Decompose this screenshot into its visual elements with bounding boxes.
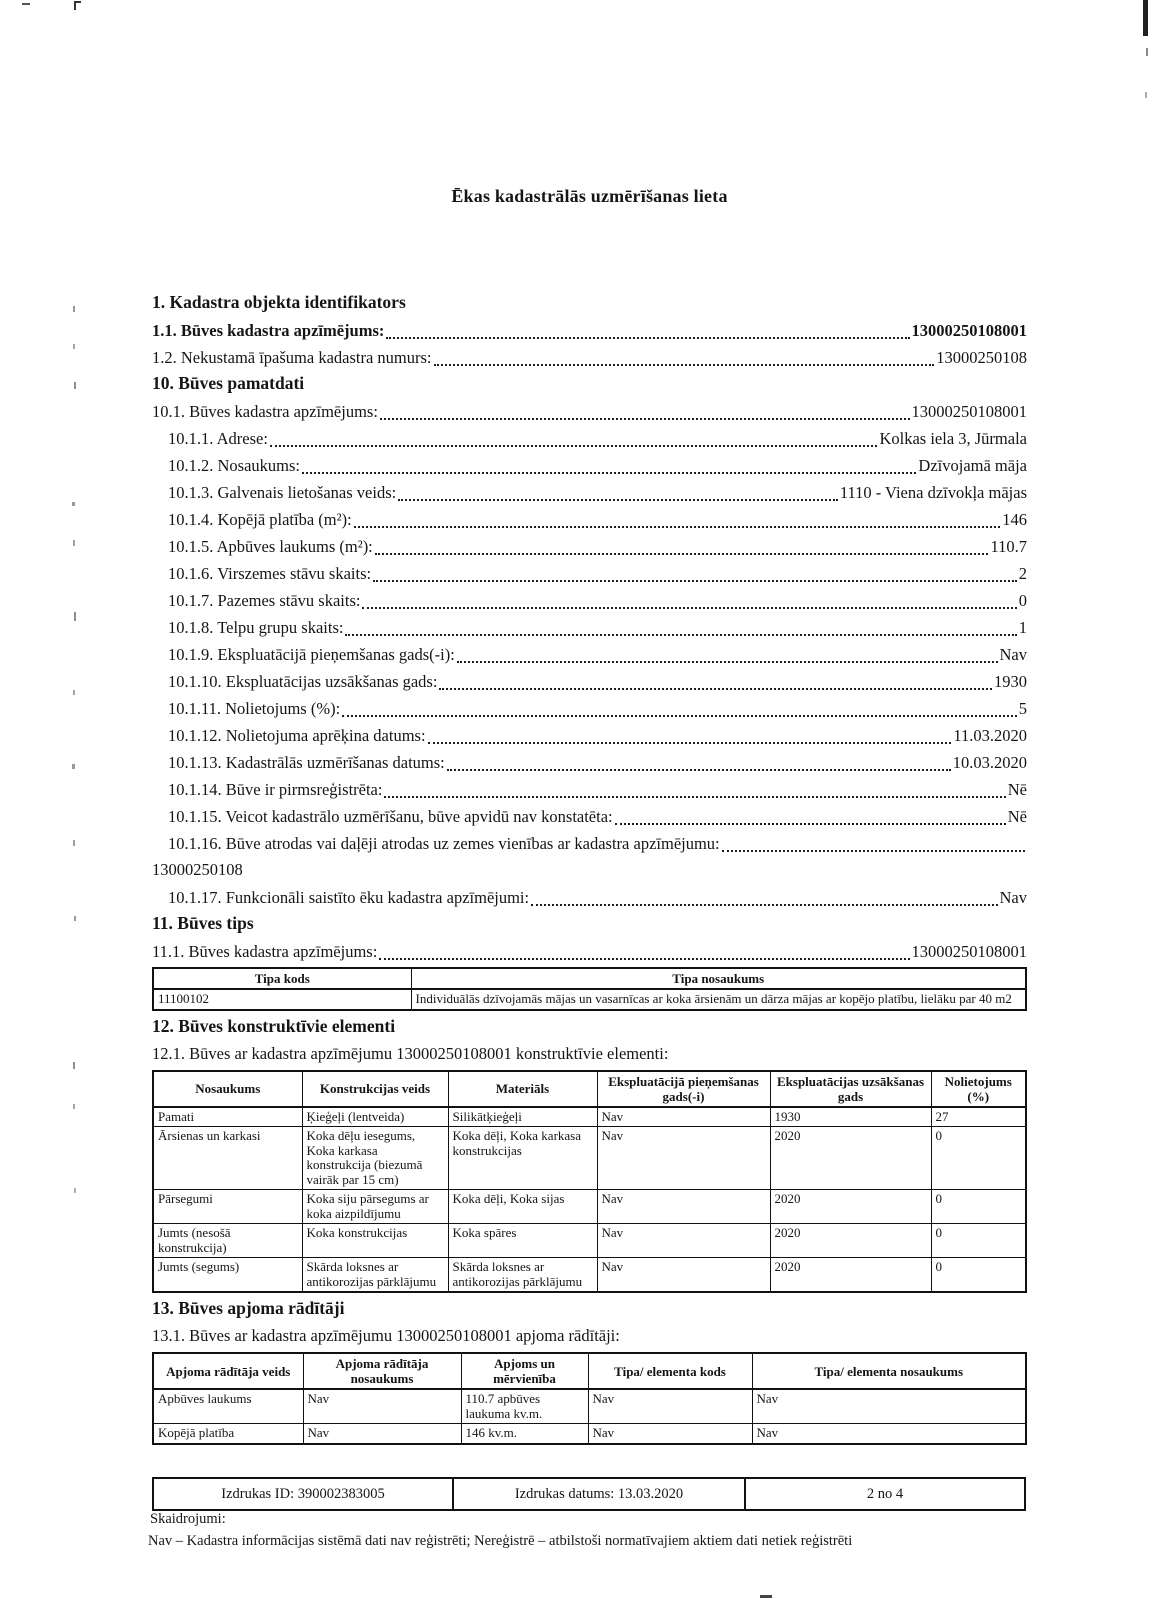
table-cell: Silikātķieģeļi <box>448 1107 597 1127</box>
leader-dots <box>457 661 998 663</box>
table-header-cell: Tipa kods <box>153 968 411 989</box>
scan-artifact <box>76 1 81 3</box>
field-line-1-2 <box>152 343 1027 370</box>
field-value: Nē <box>1007 780 1027 799</box>
leader-dots <box>302 472 916 474</box>
field-line-10-1-4 <box>152 505 1027 532</box>
field-line-11-1 <box>152 937 1027 964</box>
field-value: 11.03.2020 <box>953 726 1027 745</box>
table-row <box>153 1389 1026 1424</box>
field-value: Dzīvojamā māja <box>918 456 1027 475</box>
leader-dots <box>447 769 951 771</box>
table-cell: Koka dēļu iesegums, Koka karkasa konstrukcija (biezumā vairāk par 15 cm) <box>302 1127 448 1190</box>
table-cell: Nav <box>752 1389 1026 1424</box>
table-cell: 110.7 apbūves laukuma kv.m. <box>461 1389 588 1424</box>
field-value: 1930 <box>994 672 1027 691</box>
table-cell: 0 <box>931 1127 1026 1190</box>
field-value: 13000250108 <box>936 348 1027 367</box>
table-header-cell: Nosaukums <box>153 1071 302 1107</box>
field-label: 10.1.14. Būve ir pirmsreģistrēta: <box>168 780 383 799</box>
table-cell: Koka dēļi, Koka karkasa konstrukcijas <box>448 1127 597 1190</box>
leader-dots <box>270 445 878 447</box>
table-cell: Nav <box>752 1424 1026 1444</box>
leader-dots <box>362 607 1016 609</box>
leader-dots <box>373 580 1017 582</box>
table-cell: Nav <box>597 1224 770 1258</box>
table-cell: 0 <box>931 1258 1026 1293</box>
table-row <box>153 1224 1026 1258</box>
scan-artifact <box>73 344 75 349</box>
leader-dots <box>428 742 952 744</box>
leader-dots <box>379 958 909 960</box>
scan-artifact <box>74 612 76 621</box>
table-header-row <box>153 1071 1026 1107</box>
leader-dots <box>375 553 989 555</box>
field-line-10-1-2 <box>152 451 1027 478</box>
scan-artifact <box>1145 92 1147 98</box>
table-header-cell: Tipa nosaukums <box>411 968 1026 989</box>
print-info-table <box>152 1477 1026 1511</box>
table-cell: 11100102 <box>153 989 411 1010</box>
section-heading-1: 1. Kadastra objekta identifikators <box>152 292 406 312</box>
scan-artifact <box>74 1 76 10</box>
field-line-10-1-17 <box>152 883 1027 910</box>
table-cell: Koka konstrukcijas <box>302 1224 448 1258</box>
field-line-10-1-13 <box>152 748 1027 775</box>
field-value: Nav <box>999 888 1027 907</box>
table-header-cell: Tipa/ elementa kods <box>588 1353 752 1389</box>
leader-dots <box>434 364 935 366</box>
scan-artifact <box>73 306 75 312</box>
table-cell: 1930 <box>770 1107 931 1127</box>
scan-artifact <box>72 764 75 769</box>
field-value: 5 <box>1018 699 1027 718</box>
field-label: 10.1.9. Ekspluatācijā pieņemšanas gads(-i): <box>168 645 455 664</box>
field-label: 10.1.13. Kadastrālās uzmērīšanas datums: <box>168 753 445 772</box>
section-heading-13: 13. Būves apjoma rādītāji <box>152 1298 345 1318</box>
construction-elements-table <box>152 1070 1027 1294</box>
scan-artifact <box>73 1104 75 1109</box>
scan-artifact <box>73 840 75 846</box>
field-line-10-1-14 <box>152 775 1027 802</box>
notes-heading: Skaidrojumi: <box>150 1511 226 1527</box>
table-cell: Nav <box>588 1424 752 1444</box>
table-header-cell: Apjoma rādītāja veids <box>153 1353 303 1389</box>
field-label: 10.1.15. Veicot kadastrālo uzmērīšanu, būve apvidū nav konstatēta: <box>168 807 613 826</box>
field-value: 10.03.2020 <box>952 753 1027 772</box>
leader-dots <box>386 337 909 339</box>
leader-dots <box>722 850 1025 852</box>
field-value: 146 <box>1002 510 1027 529</box>
table-row <box>153 1424 1026 1444</box>
field-label: 10.1.12. Nolietojuma aprēķina datums: <box>168 726 426 745</box>
table-cell: Pārsegumi <box>153 1190 302 1224</box>
table-header-row <box>153 968 1026 989</box>
field-label: 10.1.10. Ekspluatācijas uzsākšanas gads: <box>168 672 438 691</box>
field-line-10-1-8 <box>152 613 1027 640</box>
table-cell: Nav <box>588 1389 752 1424</box>
scan-artifact <box>73 690 75 695</box>
field-label: 1.2. Nekustamā īpašuma kadastra numurs: <box>152 348 432 367</box>
field-line-10-1-6 <box>152 559 1027 586</box>
table-cell: Koka dēļi, Koka sijas <box>448 1190 597 1224</box>
field-label: 1.1. Būves kadastra apzīmējums: <box>152 321 385 340</box>
table-header-cell: Apjoma rādītāja nosaukums <box>303 1353 461 1389</box>
field-label: 10.1.4. Kopējā platība (m²): <box>168 510 352 529</box>
field-label: 10.1.1. Adrese: <box>168 429 268 448</box>
document-body <box>152 289 1027 1447</box>
field-line-10-1-3 <box>152 478 1027 505</box>
scan-artifact <box>73 540 75 546</box>
field-value: Nav <box>999 645 1027 664</box>
leader-dots <box>384 796 1005 798</box>
scan-artifact <box>760 1595 772 1598</box>
leader-dots <box>380 418 910 420</box>
table-cell: Nav <box>597 1107 770 1127</box>
table-cell: 2020 <box>770 1224 931 1258</box>
volume-indicators-table <box>152 1352 1027 1445</box>
section-subheading-13-1: 13.1. Būves ar kadastra apzīmējumu 13000250108001 apjoma rādītāji: <box>152 1326 620 1345</box>
section-heading-10: 10. Būves pamatdati <box>152 373 305 393</box>
table-row <box>153 989 1026 1010</box>
table-cell: Apbūves laukums <box>153 1389 303 1424</box>
table-row <box>153 1478 1025 1510</box>
field-line-10-1-10 <box>152 667 1027 694</box>
table-cell: 2020 <box>770 1258 931 1293</box>
field-label: 10.1. Būves kadastra apzīmējums: <box>152 402 378 421</box>
field-label: 10.1.7. Pazemes stāvu skaits: <box>168 591 361 610</box>
table-cell: Skārda loksnes ar antikorozijas pārklājumu <box>302 1258 448 1293</box>
section-heading-12: 12. Būves konstruktīvie elementi <box>152 1015 396 1036</box>
field-label: 10.1.3. Galvenais lietošanas veids: <box>168 483 397 502</box>
field-line-10-1-12 <box>152 721 1027 748</box>
print-date-cell: Izdrukas datums: 13.03.2020 <box>453 1478 745 1510</box>
table-cell: Ārsienas un karkasi <box>153 1127 302 1190</box>
table-row <box>153 1107 1026 1127</box>
scan-artifact <box>1146 48 1148 56</box>
table-header-cell: Ekspluatācijas uzsākšanas gads <box>770 1071 931 1107</box>
leader-dots <box>342 715 1017 717</box>
scan-artifact <box>73 1062 75 1069</box>
field-value: 110.7 <box>990 537 1027 556</box>
field-value: Kolkas iela 3, Jūrmala <box>879 429 1027 448</box>
table-header-row <box>153 1353 1026 1389</box>
field-line-1-1 <box>152 316 1027 343</box>
field-value: 1 <box>1018 618 1027 637</box>
page-title: Ēkas kadastrālās uzmērīšanas lieta <box>451 186 728 206</box>
table-cell: 0 <box>931 1190 1026 1224</box>
table-cell: Koka siju pārsegums ar koka aizpildījumu <box>302 1190 448 1224</box>
table-cell: Nav <box>597 1190 770 1224</box>
leader-dots <box>531 904 997 906</box>
field-value: 13000250108001 <box>911 321 1027 340</box>
table-row <box>153 1190 1026 1224</box>
leader-dots <box>354 526 1001 528</box>
field-label: 10.1.6. Virszemes stāvu skaits: <box>168 564 372 583</box>
table-cell: 146 kv.m. <box>461 1424 588 1444</box>
leader-dots <box>615 823 1006 825</box>
leader-dots <box>439 688 992 690</box>
table-cell: Pamati <box>153 1107 302 1127</box>
field-label: 10.1.16. Būve atrodas vai daļēji atrodas uz zemes vienības ar kadastra apzīmējumu: <box>168 834 720 853</box>
scan-artifact <box>1143 0 1148 36</box>
page-number-cell: 2 no 4 <box>745 1478 1025 1510</box>
field-value: Nē <box>1007 807 1027 826</box>
field-line-10-1-5 <box>152 532 1027 559</box>
table-cell: 2020 <box>770 1127 931 1190</box>
field-label: 11.1. Būves kadastra apzīmējums: <box>152 942 378 961</box>
field-label: 10.1.5. Apbūves laukums (m²): <box>168 537 373 556</box>
field-label: 10.1.8. Telpu grupu skaits: <box>168 618 344 637</box>
leader-dots <box>345 634 1016 636</box>
table-header-cell: Apjoms un mērvienība <box>461 1353 588 1389</box>
section-heading-11: 11. Būves tips <box>152 913 254 933</box>
table-cell: Jumts (nesošā konstrukcija) <box>153 1224 302 1258</box>
field-line-10-1-1 <box>152 424 1027 451</box>
table-cell: Nav <box>597 1258 770 1293</box>
table-cell: 0 <box>931 1224 1026 1258</box>
field-line-10-1-16 <box>152 829 1027 856</box>
field-line-10-1-7 <box>152 586 1027 613</box>
table-row <box>153 1258 1026 1293</box>
notes-text: Nav – Kadastra informācijas sistēmā dati nav reģistrēti; Nereģistrē – atbilstoši normatīvajiem aktiem dati netiek reģistrēti <box>148 1533 853 1549</box>
field-value: 13000250108001 <box>911 402 1027 421</box>
table-header-cell: Nolietojums (%) <box>931 1071 1026 1107</box>
field-label: 10.1.17. Funkcionāli saistīto ēku kadastra apzīmējumi: <box>168 888 530 907</box>
table-cell: 2020 <box>770 1190 931 1224</box>
table-cell: Nav <box>303 1389 461 1424</box>
table-cell: Nav <box>303 1424 461 1444</box>
field-line-10-1-11 <box>152 694 1027 721</box>
field-value: 1110 - Viena dzīvokļa mājas <box>839 483 1027 502</box>
scan-artifact <box>74 1188 76 1193</box>
table-cell: Individuālās dzīvojamās mājas un vasarnīcas ar koka ārsienām un dārza mājas ar kopējo platību, lielāku par 40 m2 <box>411 989 1026 1010</box>
field-label: 10.1.2. Nosaukums: <box>168 456 300 475</box>
scan-artifact <box>72 502 75 506</box>
field-value: 2 <box>1018 564 1027 583</box>
table-cell: Koka spāres <box>448 1224 597 1258</box>
scan-artifact <box>74 916 76 921</box>
leader-dots <box>398 499 838 501</box>
field-value: 0 <box>1018 591 1027 610</box>
field-line-10-1 <box>152 397 1027 424</box>
field-value-wrap-10-1-16: 13000250108 <box>152 860 243 879</box>
field-label: 10.1.11. Nolietojums (%): <box>168 699 341 718</box>
table-header-cell: Materiāls <box>448 1071 597 1107</box>
scan-artifact <box>74 382 76 389</box>
table-cell: 27 <box>931 1107 1026 1127</box>
table-cell: Skārda loksnes ar antikorozijas pārklājumu <box>448 1258 597 1293</box>
field-line-10-1-15 <box>152 802 1027 829</box>
table-cell: Kopējā platība <box>153 1424 303 1444</box>
field-line-10-1-9 <box>152 640 1027 667</box>
print-id-cell: Izdrukas ID: 390002383005 <box>153 1478 453 1510</box>
building-type-table <box>152 967 1027 1011</box>
table-cell: Ķieģeļi (lentveida) <box>302 1107 448 1127</box>
table-header-cell: Tipa/ elementa nosaukums <box>752 1353 1026 1389</box>
table-cell: Nav <box>597 1127 770 1190</box>
table-cell: Jumts (segums) <box>153 1258 302 1293</box>
section-subheading-12-1: 12.1. Būves ar kadastra apzīmējumu 13000250108001 konstruktīvie elementi: <box>152 1043 669 1063</box>
table-header-cell: Ekspluatācijā pieņemšanas gads(-i) <box>597 1071 770 1107</box>
scan-artifact <box>22 3 30 5</box>
table-row <box>153 1127 1026 1190</box>
table-header-cell: Konstrukcijas veids <box>302 1071 448 1107</box>
field-value: 13000250108001 <box>911 942 1027 961</box>
